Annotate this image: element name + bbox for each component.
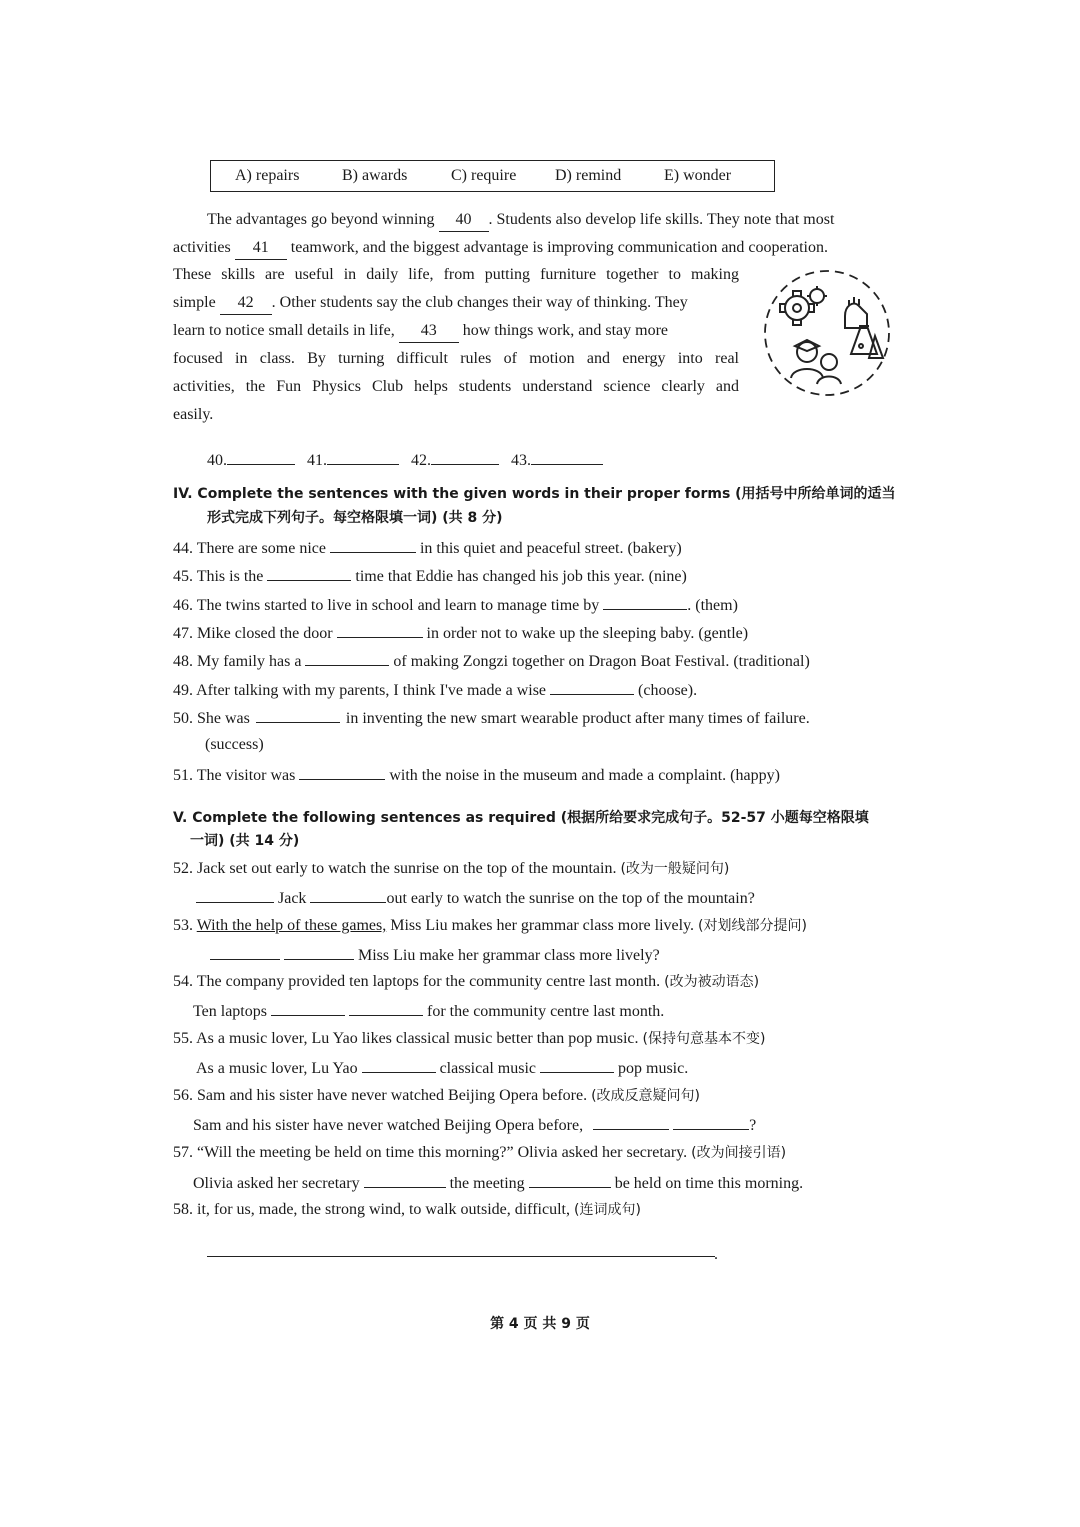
question-57: 57. “Will the meeting be held on time this morning?” Olivia asked her secretary. (改为间接引语) bbox=[173, 1144, 787, 1161]
question-55: 55. As a music lover, Lu Yao likes classical music better than pop music. (保持句意基本不变) bbox=[173, 1030, 766, 1047]
passage-line-8: easily. bbox=[173, 406, 214, 423]
q49-blank[interactable] bbox=[550, 678, 634, 695]
question-47: 47. Mike closed the door in order not to wake up the sleeping baby. (gentle) bbox=[173, 621, 903, 645]
question-50: 50. She was in inventing the new smart wearable product after many times of failure. bbox=[173, 706, 899, 730]
q44-blank[interactable] bbox=[330, 536, 416, 553]
q54-blank-1[interactable] bbox=[271, 999, 345, 1016]
q58-answer-line[interactable] bbox=[207, 1256, 715, 1257]
blank-42: 42 bbox=[220, 292, 272, 315]
question-53-answer: Miss Liu make her grammar class more lively? bbox=[210, 943, 940, 967]
q57-blank-2[interactable] bbox=[529, 1171, 611, 1188]
section-5-title: V. Complete the following sentences as required (根据所给要求完成句子。52-57 小题每空格限填 bbox=[173, 810, 869, 826]
blank-40: 40 bbox=[439, 209, 489, 232]
q52-blank-2[interactable] bbox=[310, 886, 386, 903]
q56-blank-2[interactable] bbox=[673, 1113, 749, 1130]
question-45: 45. This is the time that Eddie has changed his job this year. (nine) bbox=[173, 564, 903, 588]
question-49: 49. After talking with my parents, I think I've made a wise (choose). bbox=[173, 678, 903, 702]
question-51: 51. The visitor was with the noise in the museum and made a complaint. (happy) bbox=[173, 763, 903, 787]
q47-blank[interactable] bbox=[337, 621, 423, 638]
question-53: 53. With the help of these games, Miss Liu makes her grammar class more lively. (对划线部分提问) bbox=[173, 917, 807, 934]
q51-blank[interactable] bbox=[299, 763, 385, 780]
question-58: 58. it, for us, made, the strong wind, to walk outside, difficult, (连词成句) bbox=[173, 1201, 641, 1218]
question-55-answer: As a music lover, Lu Yao classical music pop music. bbox=[196, 1056, 926, 1080]
q55-blank-2[interactable] bbox=[540, 1056, 614, 1073]
question-52: 52. Jack set out early to watch the sunrise on the top of the mountain. (改为一般疑问句) bbox=[173, 860, 730, 877]
q56-blank-1[interactable] bbox=[593, 1113, 669, 1130]
passage-line-5: learn to notice small details in life, 43 how things work, and stay more bbox=[173, 320, 739, 343]
question-54: 54. The company provided ten laptops for the community centre last month. (改为被动语态) bbox=[173, 973, 760, 990]
blank-41: 41 bbox=[235, 237, 287, 260]
question-56-answer: Sam and his sister have never watched Beijing Opera before, ? bbox=[193, 1113, 923, 1137]
section-4-title: IV. Complete the sentences with the given words in their proper forms (用括号中所给单词的适当 bbox=[173, 486, 896, 502]
option-b: B) awards bbox=[342, 167, 408, 184]
section-4-title-2: 形式完成下列句子。每空格限填一词) (共 8 分) bbox=[207, 510, 503, 526]
word-bank-box bbox=[210, 160, 775, 192]
answer-blank-41[interactable] bbox=[327, 448, 399, 465]
question-48: 48. My family has a of making Zongzi together on Dragon Boat Festival. (traditional) bbox=[173, 649, 903, 673]
answer-blank-43[interactable] bbox=[531, 448, 603, 465]
section-5-title-2: 一词) (共 14 分) bbox=[190, 833, 300, 849]
question-50-hint: (success) bbox=[205, 736, 264, 753]
question-44: 44. There are some nice in this quiet and peaceful street. (bakery) bbox=[173, 536, 903, 560]
q48-blank[interactable] bbox=[305, 649, 389, 666]
q53-underlined: With the help of these games, bbox=[196, 917, 387, 934]
q53-blank-2[interactable] bbox=[284, 943, 354, 960]
q58-period: . bbox=[714, 1246, 718, 1263]
answer-blank-42[interactable] bbox=[431, 448, 499, 465]
question-46: 46. The twins started to live in school and learn to manage time by . (them) bbox=[173, 593, 903, 617]
q46-blank[interactable] bbox=[603, 593, 687, 610]
blank-43: 43 bbox=[399, 320, 459, 343]
passage-line-6: focused in class. By turning difficult rules of motion and energy into real bbox=[173, 350, 739, 367]
option-d: D) remind bbox=[555, 167, 622, 184]
passage-line-3: These skills are useful in daily life, from putting furniture together to making bbox=[173, 266, 739, 283]
option-a: A) repairs bbox=[235, 167, 300, 184]
physics-illustration bbox=[757, 266, 897, 400]
answer-blank-40[interactable] bbox=[227, 448, 295, 465]
passage-line-4: simple 42 . Other students say the club changes their way of thinking. They bbox=[173, 292, 739, 315]
q55-blank-1[interactable] bbox=[362, 1056, 436, 1073]
question-54-answer: Ten laptops for the community centre last month. bbox=[193, 999, 923, 1023]
question-57-answer: Olivia asked her secretary the meeting be held on time this morning. bbox=[193, 1171, 923, 1195]
passage-line-1: The advantages go beyond winning 40 . Students also develop life skills. They note that most bbox=[207, 209, 899, 232]
option-e: E) wonder bbox=[664, 167, 732, 184]
option-c: C) require bbox=[451, 167, 517, 184]
q53-blank-1[interactable] bbox=[210, 943, 280, 960]
q50-blank[interactable] bbox=[256, 706, 340, 723]
q54-blank-2[interactable] bbox=[349, 999, 423, 1016]
question-52-answer: Jack out early to watch the sunrise on the top of the mountain? bbox=[196, 886, 926, 910]
answer-row: 40. 41. 42. 43. bbox=[207, 448, 637, 472]
page-number: 第 4 页 共 9 页 bbox=[490, 1316, 590, 1332]
q52-blank-1[interactable] bbox=[196, 886, 274, 903]
passage-line-7: activities, the Fun Physics Club helps students understand science clearly and bbox=[173, 378, 739, 395]
q57-blank-1[interactable] bbox=[364, 1171, 446, 1188]
passage-line-2: activities 41 teamwork, and the biggest advantage is improving communication and cooperation. bbox=[173, 237, 899, 260]
q45-blank[interactable] bbox=[267, 564, 351, 581]
question-56: 56. Sam and his sister have never watched Beijing Opera before. (改成反意疑问句) bbox=[173, 1087, 701, 1104]
